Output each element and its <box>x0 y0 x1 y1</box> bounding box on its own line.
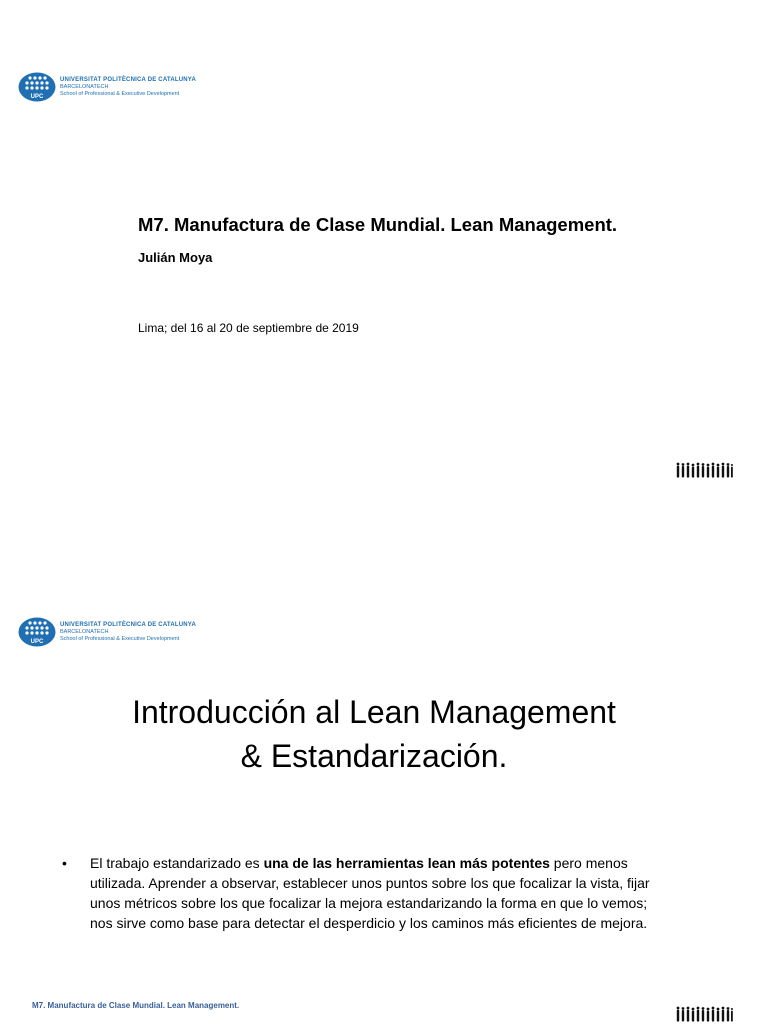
upc-logo <box>18 72 196 102</box>
content-slide <box>0 512 768 1024</box>
logo-university-name: UNIVERSITAT POLITÈCNICA DE CATALUNYA <box>60 76 196 83</box>
upc-logo-icon <box>18 617 56 647</box>
slide-title: M7. Manufactura de Clase Mundial. Lean Management. <box>138 214 618 235</box>
logo-subtitle: BARCELONATECH <box>60 628 109 635</box>
slide-heading <box>0 690 748 778</box>
event-date: Lima; del 16 al 20 de septiembre de 2019 <box>138 321 359 335</box>
slide-heading-line-2: & Estandarización. <box>240 738 508 774</box>
people-silhouettes-icon <box>675 462 733 478</box>
people-silhouettes-icon <box>675 1006 733 1022</box>
logo-university-name: UNIVERSITAT POLITÈCNICA DE CATALUNYA <box>60 621 196 628</box>
bullet-item <box>62 853 672 933</box>
upc-logo <box>18 617 196 647</box>
logo-school-name: School of Professional & Executive Development <box>60 635 180 642</box>
author-name: Julián Moya <box>138 250 213 265</box>
logo-text <box>60 77 196 98</box>
slide-footer: M7. Manufactura de Clase Mundial. Lean Management. <box>32 1001 240 1010</box>
logo-school-name: School of Professional & Executive Development <box>60 90 180 97</box>
bullet-text-bold: una de las herramientas lean más potentes <box>263 855 550 871</box>
upc-logo-icon <box>18 72 56 102</box>
bullet-text-pre: El trabajo estandarizado es <box>90 855 264 871</box>
bullet-text-post: pero menos utilizada. Aprender a observar, establecer unos puntos sobre los que focalizar la vista, fijar unos métricos sobre los que focalizar la mejora estandarizando la forma en que lo vemos; nos sirve como base para detectar el desperdicio y los caminos más eficientes de mejora. <box>90 855 650 931</box>
logo-badge: UPC <box>30 639 44 645</box>
bullet-text <box>90 853 672 933</box>
logo-text <box>60 622 196 643</box>
logo-subtitle: BARCELONATECH <box>60 83 109 90</box>
logo-badge: UPC <box>30 94 44 100</box>
bullet-dot-icon: • <box>62 855 67 871</box>
slide-heading-line-1: Introducción al Lean Management <box>132 694 616 730</box>
